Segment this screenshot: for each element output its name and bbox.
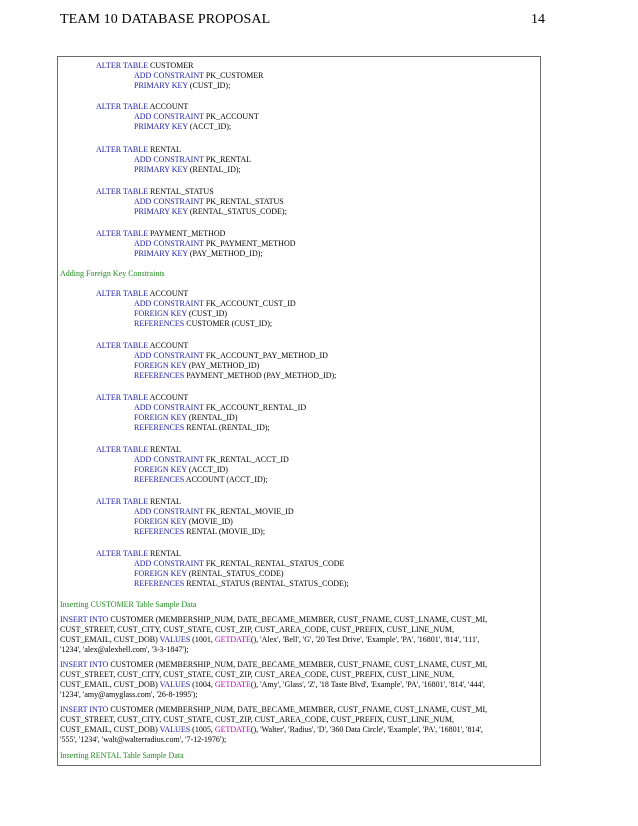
sql-table-name: ACCOUNT — [149, 393, 189, 402]
sql-keyword: ALTER TABLE — [96, 549, 149, 558]
sql-constraint-name: FK_ACCOUNT_CUST_ID — [205, 299, 296, 308]
code-line — [96, 102, 188, 112]
code-line — [134, 413, 238, 423]
sql-value: '1234', 'amy@amyglass.com', '26-8-1995'); — [60, 690, 198, 699]
sql-keyword: ADD CONSTRAINT — [134, 455, 204, 464]
sql-comment: Inserting RENTAL Table Sample Data — [60, 751, 184, 760]
code-line — [134, 403, 306, 413]
sql-keyword: REFERENCES — [134, 579, 185, 588]
sql-table-name: ACCOUNT — [149, 289, 189, 298]
sql-keyword: VALUES — [159, 680, 191, 689]
sql-value: (), 'Walter', 'Radius', 'D', '360 Data Circle', 'Example', 'PA', '16801', '814', — [250, 725, 483, 734]
code-line — [96, 187, 214, 197]
sql-value: (1001, — [190, 635, 215, 644]
sql-keyword: REFERENCES — [134, 371, 185, 380]
sql-column-list: (ACCT_ID) — [188, 465, 228, 474]
code-line — [134, 81, 230, 91]
code-line — [60, 670, 454, 680]
sql-keyword: ALTER TABLE — [96, 229, 149, 238]
code-line — [134, 309, 227, 319]
code-line — [96, 229, 225, 239]
code-line — [134, 559, 344, 569]
sql-column-list: (RENTAL_STATUS_CODE); — [189, 207, 287, 216]
sql-column-list: CUSTOMER (MEMBERSHIP_NUM, DATE_BECAME_MEMBER, CUST_FNAME, CUST_LNAME, CUST_MI, — [108, 660, 488, 669]
sql-keyword: PRIMARY KEY — [134, 207, 188, 216]
sql-function: GETDATE — [214, 680, 251, 689]
code-line — [134, 351, 328, 361]
running-header-title: TEAM 10 DATABASE PROPOSAL — [60, 12, 271, 27]
code-line — [96, 549, 181, 559]
code-line — [96, 393, 188, 403]
sql-table-name: RENTAL_STATUS — [150, 187, 214, 196]
code-line — [134, 579, 349, 589]
code-line — [134, 197, 284, 207]
sql-keyword: ADD CONSTRAINT — [134, 559, 204, 568]
code-line — [60, 715, 454, 725]
sql-column-list: CUST_STREET, CUST_CITY, CUST_STATE, CUST_ZIP, CUST_AREA_CODE, CUST_PREFIX, CUST_LINE_NUM, — [60, 625, 454, 634]
sql-constraint-name: PK_RENTAL — [205, 155, 251, 164]
code-line — [96, 445, 181, 455]
sql-keyword: REFERENCES — [134, 475, 185, 484]
sql-keyword: PRIMARY KEY — [134, 165, 188, 174]
sql-keyword: ALTER TABLE — [96, 145, 149, 154]
sql-table-name: RENTAL — [150, 445, 181, 454]
sql-value: (), 'Amy', 'Glass', 'Z', '18 Taste Blvd', 'Example', 'PA', '16801', '814', '444', — [250, 680, 485, 689]
code-line — [60, 725, 483, 735]
sql-column-list: CUST_EMAIL, CUST_DOB) — [60, 725, 160, 734]
sql-column-list: CUSTOMER (MEMBERSHIP_NUM, DATE_BECAME_MEMBER, CUST_FNAME, CUST_LNAME, CUST_MI, — [108, 615, 488, 624]
sql-function: GETDATE — [214, 635, 251, 644]
code-line — [134, 475, 268, 485]
sql-constraint-name: FK_RENTAL_MOVIE_ID — [205, 507, 294, 516]
code-line — [134, 207, 287, 217]
sql-column-list: (CUST_ID); — [189, 81, 231, 90]
sql-keyword: ALTER TABLE — [96, 393, 149, 402]
code-line — [60, 645, 189, 655]
sql-table-name: RENTAL — [150, 145, 181, 154]
sql-keyword: ADD CONSTRAINT — [134, 507, 204, 516]
code-line — [60, 690, 198, 700]
sql-keyword: REFERENCES — [134, 527, 185, 536]
sql-keyword: REFERENCES — [134, 319, 185, 328]
sql-code-block — [57, 56, 541, 766]
code-line — [134, 517, 233, 527]
code-line — [96, 497, 181, 507]
sql-column-list: (RENTAL_ID); — [189, 165, 241, 174]
sql-keyword: INSERT INTO — [60, 615, 109, 624]
sql-keyword: ADD CONSTRAINT — [134, 112, 204, 121]
code-line — [134, 71, 264, 81]
sql-column-list: CUST_EMAIL, CUST_DOB) — [60, 680, 160, 689]
sql-keyword: REFERENCES — [134, 423, 185, 432]
sql-keyword: ADD CONSTRAINT — [134, 351, 204, 360]
sql-keyword: FOREIGN KEY — [134, 309, 187, 318]
sql-keyword: ALTER TABLE — [96, 497, 149, 506]
code-line — [134, 465, 228, 475]
sql-column-list: CUST_STREET, CUST_CITY, CUST_STATE, CUST_ZIP, CUST_AREA_CODE, CUST_PREFIX, CUST_LINE_NUM, — [60, 670, 454, 679]
code-line — [134, 371, 336, 381]
sql-comment: Inserting CUSTOMER Table Sample Data — [60, 600, 197, 609]
code-line — [134, 112, 259, 122]
sql-keyword: ADD CONSTRAINT — [134, 71, 204, 80]
code-line — [134, 423, 270, 433]
sql-constraint-name: FK_RENTAL_ACCT_ID — [205, 455, 289, 464]
code-line — [134, 569, 284, 579]
sql-column-list: CUSTOMER (MEMBERSHIP_NUM, DATE_BECAME_MEMBER, CUST_FNAME, CUST_LNAME, CUST_MI, — [108, 705, 488, 714]
sql-keyword: FOREIGN KEY — [134, 413, 187, 422]
sql-column-list: (PAY_METHOD_ID) — [188, 361, 260, 370]
sql-keyword: PRIMARY KEY — [134, 249, 188, 258]
sql-table-name: CUSTOMER — [150, 61, 194, 70]
sql-reference-target: ACCOUNT (ACCT_ID); — [185, 475, 268, 484]
sql-constraint-name: PK_PAYMENT_METHOD — [205, 239, 296, 248]
sql-constraint-name: FK_RENTAL_RENTAL_STATUS_CODE — [205, 559, 345, 568]
code-line — [134, 361, 259, 371]
sql-table-name: ACCOUNT — [149, 102, 189, 111]
sql-keyword: ALTER TABLE — [96, 187, 149, 196]
sql-column-list: CUST_EMAIL, CUST_DOB) — [60, 635, 160, 644]
sql-column-list: (ACCT_ID); — [189, 122, 232, 131]
sql-reference-target: RENTAL_STATUS (RENTAL_STATUS_CODE); — [186, 579, 349, 588]
code-line — [60, 615, 487, 625]
code-line — [134, 527, 265, 537]
sql-keyword: ADD CONSTRAINT — [134, 299, 204, 308]
sql-reference-target: RENTAL (MOVIE_ID); — [186, 527, 266, 536]
code-line — [134, 122, 231, 132]
sql-reference-target: CUSTOMER (CUST_ID); — [186, 319, 273, 328]
sql-constraint-name: FK_ACCOUNT_PAY_METHOD_ID — [205, 351, 328, 360]
code-line — [60, 735, 226, 745]
sql-constraint-name: PK_CUSTOMER — [205, 71, 264, 80]
code-line — [134, 155, 251, 165]
code-line — [60, 680, 485, 690]
sql-keyword: VALUES — [159, 635, 191, 644]
sql-keyword: ADD CONSTRAINT — [134, 403, 204, 412]
sql-table-name: RENTAL — [150, 497, 181, 506]
sql-keyword: FOREIGN KEY — [134, 517, 187, 526]
sql-keyword: ADD CONSTRAINT — [134, 197, 204, 206]
sql-table-name: RENTAL — [150, 549, 181, 558]
code-line — [60, 705, 487, 715]
code-line — [96, 289, 188, 299]
code-line — [60, 625, 454, 635]
code-line — [134, 507, 294, 517]
sql-keyword: ALTER TABLE — [96, 289, 149, 298]
sql-column-list: (CUST_ID) — [188, 309, 228, 318]
sql-reference-target: PAYMENT_METHOD (PAY_METHOD_ID); — [186, 371, 337, 380]
sql-keyword: FOREIGN KEY — [134, 465, 187, 474]
sql-column-list: (RENTAL_ID) — [188, 413, 238, 422]
code-line — [134, 239, 296, 249]
sql-keyword: ALTER TABLE — [96, 445, 149, 454]
sql-keyword: INSERT INTO — [60, 660, 109, 669]
sql-column-list: CUST_STREET, CUST_CITY, CUST_STATE, CUST_ZIP, CUST_AREA_CODE, CUST_PREFIX, CUST_LINE_NUM, — [60, 715, 454, 724]
code-line — [134, 249, 263, 259]
sql-keyword: FOREIGN KEY — [134, 361, 187, 370]
sql-keyword: VALUES — [159, 725, 191, 734]
sql-keyword: PRIMARY KEY — [134, 122, 188, 131]
sql-reference-target: RENTAL (RENTAL_ID); — [186, 423, 270, 432]
code-line — [134, 299, 296, 309]
sql-column-list: (PAY_METHOD_ID); — [189, 249, 263, 258]
code-line — [134, 319, 272, 329]
sql-column-list: (MOVIE_ID) — [188, 517, 233, 526]
code-line — [96, 341, 188, 351]
code-line — [60, 635, 479, 645]
sql-keyword: ADD CONSTRAINT — [134, 239, 204, 248]
sql-constraint-name: FK_ACCOUNT_RENTAL_ID — [205, 403, 307, 412]
sql-column-list: (RENTAL_STATUS_CODE) — [188, 569, 284, 578]
code-line — [96, 61, 193, 71]
sql-value: '1234', 'alex@alexbell.com', '3-3-1847'); — [60, 645, 189, 654]
code-line — [60, 660, 487, 670]
sql-keyword: ALTER TABLE — [96, 102, 149, 111]
sql-value: (), 'Alex', 'Bell', 'G', '20 Test Drive', 'Example', 'PA', '16801', '814', '111', — [250, 635, 480, 644]
sql-keyword: ADD CONSTRAINT — [134, 155, 204, 164]
sql-keyword: ALTER TABLE — [96, 61, 149, 70]
code-line — [134, 165, 241, 175]
sql-constraint-name: PK_RENTAL_STATUS — [205, 197, 284, 206]
code-line — [134, 455, 289, 465]
sql-function: GETDATE — [214, 725, 251, 734]
sql-table-name: ACCOUNT — [149, 341, 189, 350]
sql-value: '555', '1234', 'walt@walterradius.com', '7-12-1976'); — [60, 735, 227, 744]
sql-constraint-name: PK_ACCOUNT — [205, 112, 259, 121]
sql-keyword: FOREIGN KEY — [134, 569, 187, 578]
page-number: 14 — [531, 12, 545, 27]
sql-value: (1004, — [190, 680, 215, 689]
sql-keyword: PRIMARY KEY — [134, 81, 188, 90]
sql-comment: Adding Foreign Key Constraints — [60, 269, 165, 278]
sql-keyword: ALTER TABLE — [96, 341, 149, 350]
sql-keyword: INSERT INTO — [60, 705, 109, 714]
code-line — [96, 145, 181, 155]
sql-table-name: PAYMENT_METHOD — [150, 229, 226, 238]
sql-value: (1005, — [190, 725, 215, 734]
